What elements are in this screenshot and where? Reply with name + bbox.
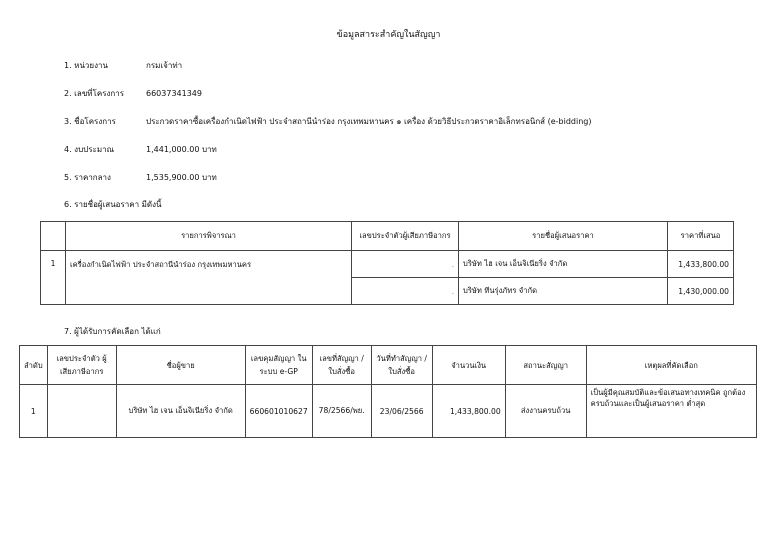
header-cell: รายการพิจารณา [66, 222, 352, 251]
header-cell: สถานะสัญญา [505, 346, 586, 385]
table-row [41, 251, 734, 278]
item-number: 1 [41, 251, 66, 305]
selection-reason: เป็นผู้มีคุณสมบัติและข้อเสนอทางเทคนิค ถูกต้องครบถ้วนและเป็นผู้เสนอราคา ต่ำสุด [586, 385, 756, 438]
bidders-heading: 6. รายชื่อผู้เสนอราคา มีดังนี้ [64, 200, 162, 209]
header-cell: ชื่อผู้ขาย [116, 346, 245, 385]
field-value: กรมเจ้าท่า [146, 61, 183, 70]
winner-table [19, 345, 757, 438]
tax-id-cell [47, 385, 116, 438]
bidder-name: บริษัท ทีนรุ่งภัทร จำกัด [459, 278, 668, 305]
field-agency [64, 59, 182, 72]
bid-price: 1,430,000.00 [668, 278, 734, 305]
field-label: 5. ราคากลาง [64, 173, 111, 182]
header-cell: จำนวนเงิน [432, 346, 505, 385]
table-row [20, 385, 757, 438]
header-cell: เลขประจำตัว ผู้เสียภาษีอากร [47, 346, 116, 385]
header-cell: วันที่ทำสัญญา / ใบสั่งซื้อ [371, 346, 432, 385]
vendor-name: บริษัท ไฮ เจน เอ็นจิเนียริ่ง จำกัด [116, 385, 245, 438]
bid-price: 1,433,800.00 [668, 251, 734, 278]
header-cell: เหตุผลที่คัดเลือก [586, 346, 756, 385]
field-value: 66037341349 [146, 89, 202, 98]
header-cell: เลขคุมสัญญา ในระบบ e-GP [245, 346, 312, 385]
item-name: เครื่องกำเนิดไฟฟ้า ประจำสถานีนำร่อง กรุงเทพมหานคร [66, 251, 352, 305]
table-header-row [20, 346, 757, 385]
field-project-name [64, 115, 591, 128]
field-label: 1. หน่วยงาน [64, 61, 108, 70]
header-cell: เลขประจำตัวผู้เสียภาษีอากร [352, 222, 459, 251]
field-value: ประกวดราคาซื้อเครื่องกำเนิดไฟฟ้า ประจำสถานีนำร่อง กรุงเทพมหานคร ๑ เครื่อง ด้วยวิธีประกวดราคาอิเล็กทรอนิกส์ (e-bidding) [146, 117, 592, 126]
field-value: 1,535,900.00 บาท [146, 173, 217, 182]
header-cell [41, 222, 66, 251]
contract-number: 78/2566/พย. [312, 385, 371, 438]
field-label: 2. เลขที่โครงการ [64, 89, 125, 98]
header-cell: ลำดับ [20, 346, 48, 385]
field-label: 4. งบประมาณ [64, 145, 115, 154]
control-number: 660601010627 [245, 385, 312, 438]
field-value: 1,441,000.00 บาท [146, 145, 217, 154]
tax-id-cell: . [352, 251, 459, 278]
header-cell: เลขที่สัญญา / ใบสั่งซื้อ [312, 346, 371, 385]
page-title: ข้อมูลสาระสำคัญในสัญญา [336, 30, 441, 40]
field-reference-price [64, 171, 217, 184]
bidders-table [40, 221, 734, 305]
field-project-number [64, 87, 202, 100]
table-header-row [41, 222, 734, 251]
field-budget [64, 143, 217, 156]
winner-heading: 7. ผู้ได้รับการคัดเลือก ได้แก่ [64, 327, 161, 336]
contract-status: ส่งงานครบถ้วน [505, 385, 586, 438]
bidder-name: บริษัท ไฮ เจน เอ็นจิเนียริ่ง จำกัด [459, 251, 668, 278]
header-cell: ราคาที่เสนอ [668, 222, 734, 251]
header-cell: รายชื่อผู้เสนอราคา [459, 222, 668, 251]
contract-date: 23/06/2566 [371, 385, 432, 438]
contract-amount: 1,433,800.00 [432, 385, 505, 438]
field-label: 3. ชื่อโครงการ [64, 117, 116, 126]
tax-id-cell: . [352, 278, 459, 305]
row-number: 1 [20, 385, 48, 438]
